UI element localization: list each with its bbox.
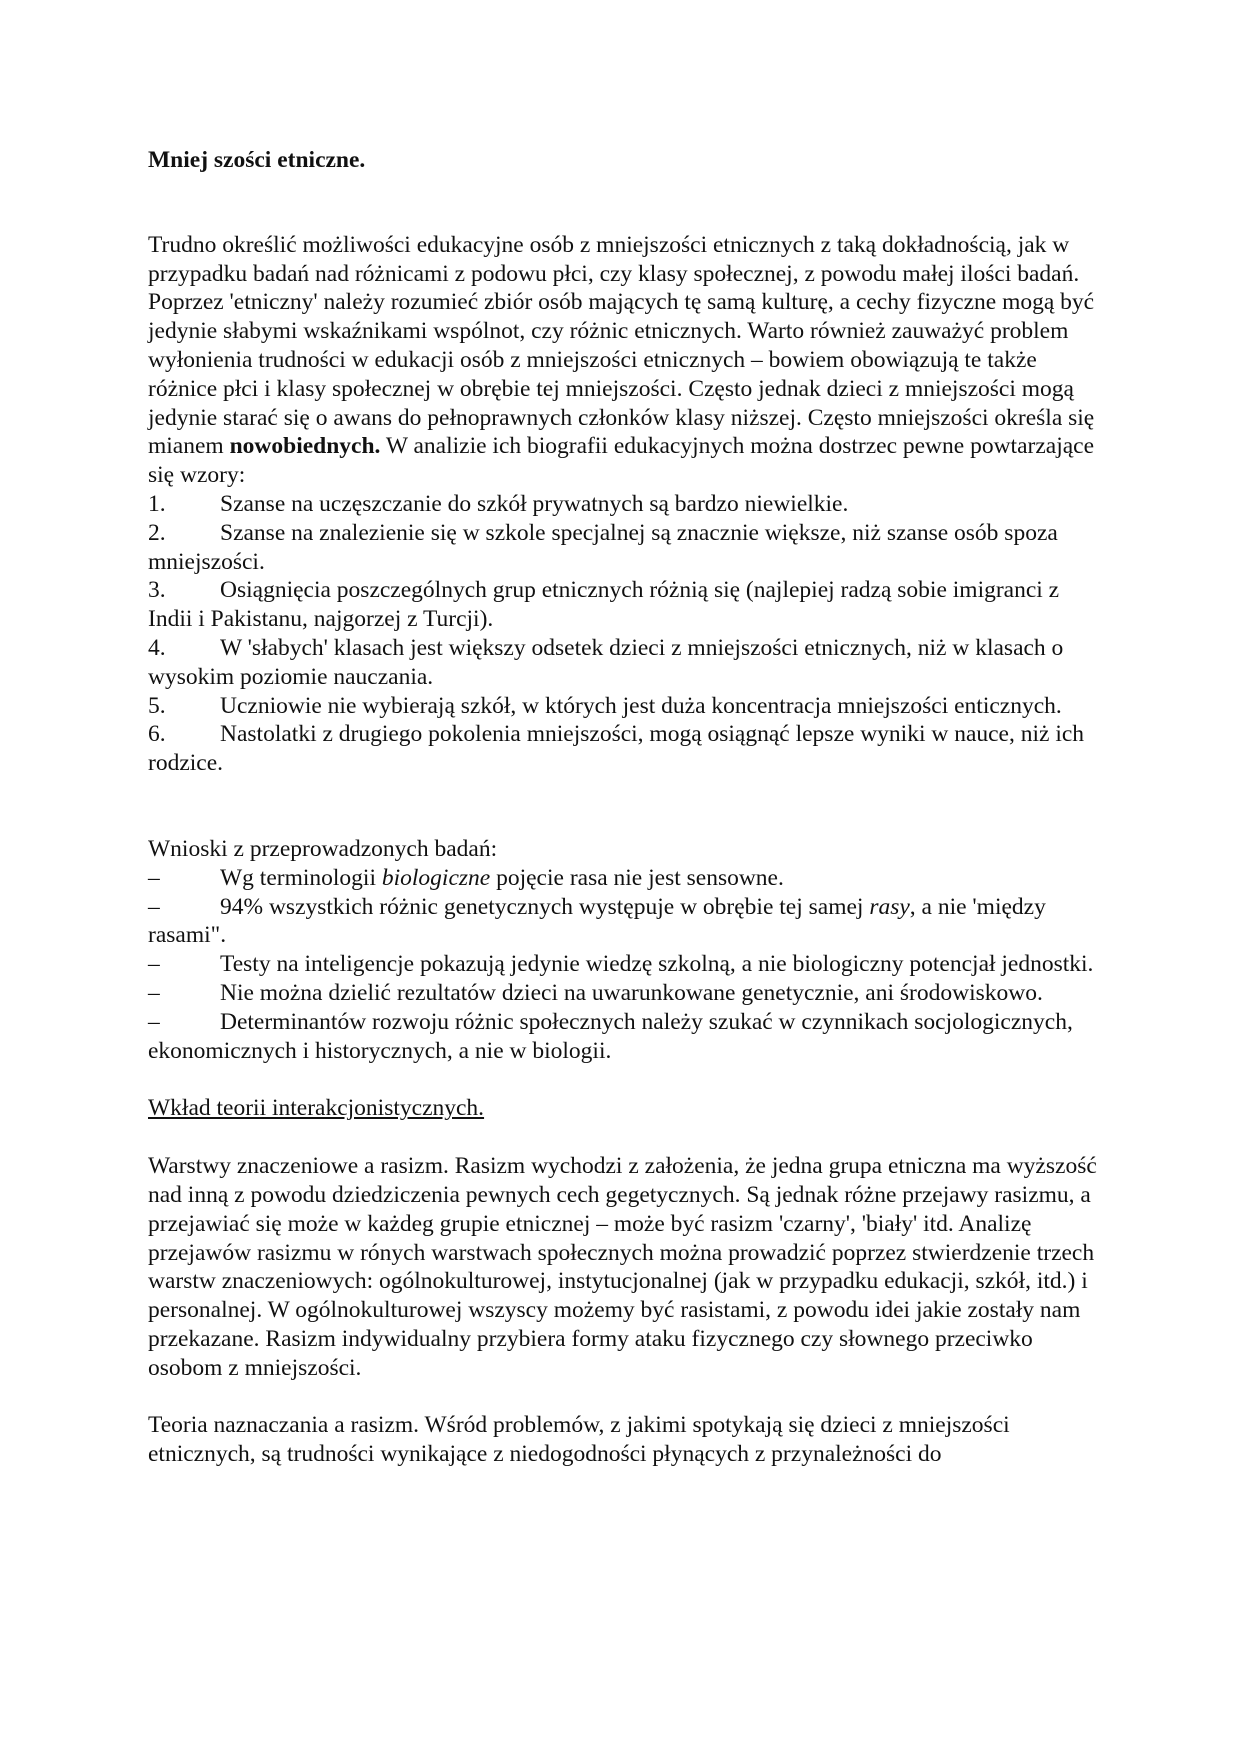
- list-item-text: Determinantów rozwoju różnic społecznych należy szukać w czynnikach socjologicznych, ekonomicznych i historycznych, a nie w biologii.: [148, 1008, 1073, 1064]
- list-item: [148, 519, 1098, 577]
- dash-marker: –: [148, 1008, 160, 1035]
- list-item-text: Szanse na znalezienie się w szkole specjalnej są znacznie większe, niż szanse osób spoza mniejszości.: [148, 519, 1058, 575]
- racism-layers-paragraph: Warstwy znaczeniowe a rasizm. Rasizm wychodzi z założenia, że jedna grupa etniczna ma wyższość nad inną z powodu dziedziczenia pewnych cech gegetycznych. Są jednak różne przejawy rasizmu, a przejawiać się może w każdeg grupie etnicznej – może być rasizm 'czarny', 'biały' itd. Analizę przejawów rasizmu w rónych warstwach społecznych można prowadzić poprzez stwierdzenie trzech warstw znaczeniowych: ogólnokulturowej, instytucjonalnej (jak w przypadku edukacji, szkół, itd.) i personalnej. W ogólnokulturowej wszyscy możemy być rasistami, z powodu idei jakie zostały nam przekazane. Rasizm indywidualny przybiera formy ataku fizycznego czy słownego przeciwko osobom z mniejszości.: [148, 1153, 1097, 1381]
- intro-text-1: Trudno określić możliwości edukacyjne osób z mniejszości etnicznych z taką dokładnością, jak w przypadku badań nad różnicami z podowu płci, czy klasy społecznej, z powodu małej ilości badań. Poprzez 'etniczny' należy rozumieć zbiór osób mających tę samą kulturę, a cechy fizyczne mogą być jedynie słabymi wskaźnikami wspólnot, czy różnic etnicznych. Warto również zauważyć problem wyłonienia trudności w edukacji osób z mniejszości etnicznych – bowiem obowiązują te także różnice płci i klasy społecznej w obrębie tej mniejszości. Często jednak dzieci z mniejszości mogą jedynie starać się o awans do pełnoprawnych członków klasy niższej. Często mniejszości określa się mianem: [148, 231, 1095, 460]
- list-marker: 4.: [148, 634, 166, 661]
- spacer: [148, 1382, 1098, 1411]
- list-item-text: Nastolatki z drugiego pokolenia mniejszości, mogą osiągnąć lepsze wyniki w nauce, niż ich rodzice.: [148, 721, 1085, 777]
- list-item: [148, 692, 1098, 721]
- list-marker: 1.: [148, 490, 166, 517]
- labeling-paragraph: Teoria naznaczania a rasizm. Wśród problemów, z jakimi spotykają się dzieci z mniejszości etnicznych, są trudności wynikające z niedogodności płynących z przynależności do: [148, 1412, 1010, 1468]
- list-item-text: Testy na inteligencje pokazują jedynie wiedzę szkolną, a nie biologiczny potencjał jednostki.: [220, 951, 1094, 978]
- list-item-text: Uczniowie nie wybierają szkół, w których jest duża koncentracja mniejszości enticznych.: [220, 692, 1062, 719]
- intro-text-2: W analizie ich biografii edukacyjnych można dostrzec pewne powtarzające się wzory:: [148, 433, 1095, 489]
- list-marker: 5.: [148, 692, 166, 719]
- section-heading: Wkład teorii interakcjonistycznych.: [148, 1095, 485, 1122]
- list-item: [148, 893, 1098, 951]
- list-item: [148, 864, 1098, 893]
- numbered-list: [148, 490, 1098, 778]
- list-item-text: , a nie 'między rasami".: [148, 893, 1046, 949]
- list-item: [148, 634, 1098, 692]
- dash-marker: –: [148, 979, 160, 1006]
- dash-marker: –: [148, 951, 160, 978]
- spacer: [148, 1065, 1098, 1094]
- dash-marker: –: [148, 893, 160, 920]
- list-item: [148, 576, 1098, 634]
- list-item: [148, 979, 1098, 1008]
- intro-paragraph: [148, 231, 1098, 490]
- document-page: [148, 146, 1098, 1469]
- conclusions-list: [148, 864, 1098, 1066]
- list-marker: 2.: [148, 519, 166, 546]
- document-title: Mniej szości etniczne.: [148, 147, 366, 173]
- list-item-text: W 'słabych' klasach jest większy odsetek dzieci z mniejszości etnicznych, niż w klasach o wysokim poziomie nauczania.: [148, 634, 1064, 690]
- list-item-text: Nie można dzielić rezultatów dzieci na uwarunkowane genetycznie, ani środowiskowo.: [220, 979, 1043, 1006]
- list-item-text: Osiągnięcia poszczególnych grup etnicznych różnią się (najlepiej radzą sobie imigranci z Indii i Pakistanu, najgorzej z Turcji).: [148, 577, 1060, 633]
- spacer: [148, 778, 1098, 835]
- dash-marker: –: [148, 864, 160, 891]
- list-item: [148, 1008, 1098, 1066]
- italic-term: biologiczne: [381, 864, 491, 891]
- italic-term: rasy: [869, 893, 910, 920]
- list-item: [148, 720, 1098, 778]
- list-item: [148, 950, 1098, 979]
- intro-bold-term: nowobiednych.: [229, 433, 381, 460]
- list-item-text: pojęcie rasa nie jest sensowne.: [490, 864, 784, 891]
- list-item-text: Wg terminologii: [220, 864, 382, 891]
- list-item: [148, 490, 1098, 519]
- list-item-text: 94% wszystkich różnic genetycznych występuje w obrębie tej samej: [220, 893, 870, 920]
- list-marker: 6.: [148, 721, 166, 748]
- list-item-text: Szanse na uczęszczanie do szkół prywatnych są bardzo niewielkie.: [220, 490, 849, 517]
- conclusions-heading: Wnioski z przeprowadzonych badań:: [148, 835, 498, 862]
- list-marker: 3.: [148, 577, 166, 604]
